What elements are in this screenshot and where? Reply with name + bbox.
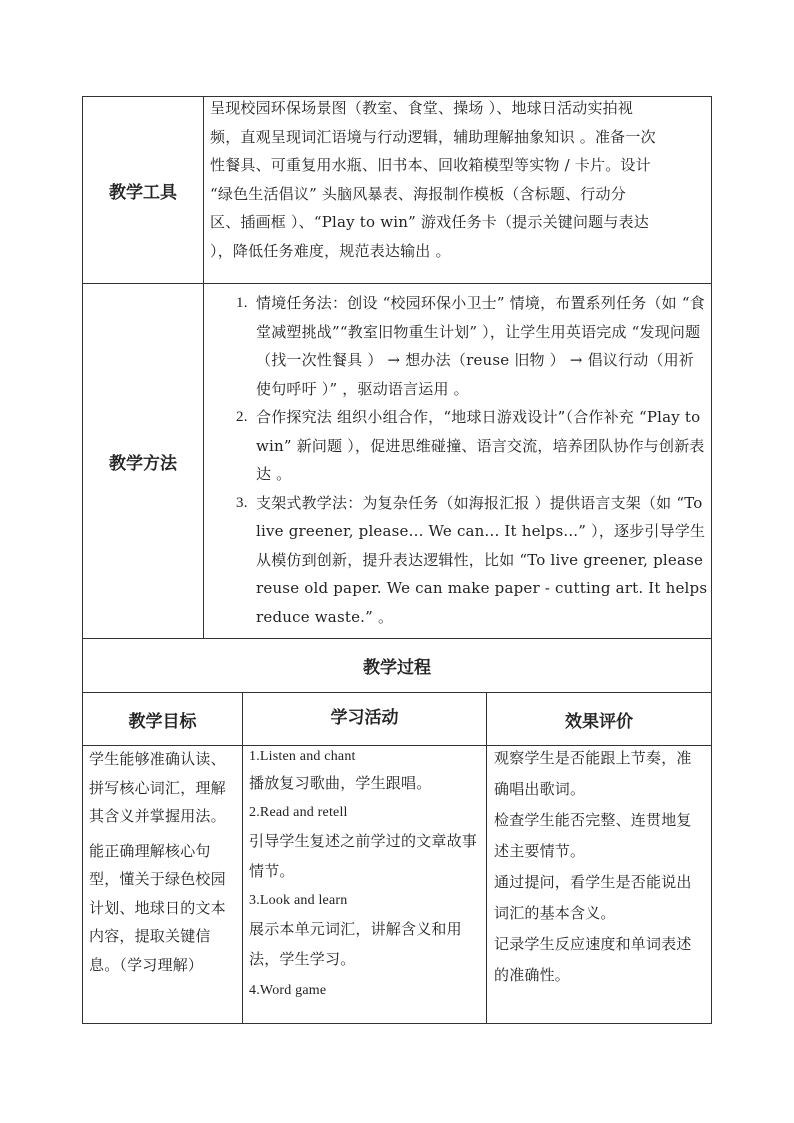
evaluation-text: 检查学生能否完整、连贯地复述主要情节。 [494,811,692,860]
tools-label: 教学工具 [109,182,177,203]
methods-label: 教学方法 [109,453,177,474]
method-text: 合作探究法 组织小组合作，“地球日游戏设计”（合作补充 “Play to win” 新问题 ），促进思维碰撞、语言交流，培养团队协作与创新表达 。 [256,408,705,483]
goal-text: 能正确理解核心句型，懂关于绿色校园计划、地球日的文本内容，提取关键信息。（学习理解） [89,841,226,974]
tools-text: 呈现校园环保场景图（教室、食堂、操场 ）、地球日活动实拍视频，直观呈现词汇语境与行动逻辑，辅助理解抽象知识 。准备一次性餐具、可重复用水瓶、旧书本、回收箱模型等实物 / 卡片。设计 “绿色生活倡议” 头脑风暴表、海报制作模板（含标题、行动分区、插画框 ）、“Play to win” 游戏任务卡（提示关键问题与表达 ），降低任务难度，规范表达输出 。 [210,99,656,260]
evaluation-text: 记录学生反应速度和单词表述的准确性。 [494,935,692,984]
activity-desc: 播放复习歌曲，学生跟唱。 [249,774,432,792]
activity-title: 4.Word game [249,983,327,998]
methods-list [222,289,708,631]
goal-text: 学生能够准确认读、拼写核心词汇，理解其含义并掌握用法。 [89,750,226,825]
method-text: 支架式教学法：为复杂任务（如海报汇报 ）提供语言支架（如 “To live greener, please... We can... It helps...” ），逐步引导学生从模仿到创新，提升表达逻辑性，比如 “To live greener, please reuse old paper. We can make paper - cutting art. It helps reduce waste.” 。 [256,493,708,626]
table-border-bottom [82,1023,712,1024]
goals-cell [89,745,239,979]
header-evaluation: 效果评价 [565,711,633,732]
process-title: 教学过程 [363,658,431,678]
evaluations-cell [494,743,706,990]
activity-title: 1.Listen and chant [249,749,356,764]
activity-desc: 展示本单元词汇，讲解含义和用法，学生学习。 [249,920,462,968]
activities-cell [249,745,483,1006]
col-divider-1 [242,692,243,1024]
method-item [222,289,708,403]
activity-desc: 引导学生复述之前学过的文章故事情节。 [249,832,478,880]
activity-title: 3.Look and learn [249,893,348,908]
evaluation-text: 观察学生是否能跟上节奏，准确唱出歌词。 [494,749,692,798]
header-goal: 教学目标 [128,711,197,732]
activity-title: 2.Read and retell [249,805,348,820]
table-border-right [711,96,712,1024]
method-number: 1. [236,295,248,311]
col-divider-top [203,96,204,638]
header-activity: 学习活动 [330,707,399,728]
evaluation-text: 通过提问，看学生是否能说出词汇的基本含义。 [494,873,692,922]
method-number: 3. [236,494,248,511]
method-item [222,489,708,632]
method-number: 2. [236,409,248,425]
method-item [222,403,708,489]
method-text: 情境任务法：创设 “校园环保小卫士” 情境，布置系列任务（如 “食堂减塑挑战”“教室旧物重生计划” ），让学生用英语完成 “发现问题（找一次性餐具 ） → 想办法（reuse 旧物 ） → 倡议行动（用祈使句呼吁 ）” ，驱动语言运用 。 [256,294,705,398]
